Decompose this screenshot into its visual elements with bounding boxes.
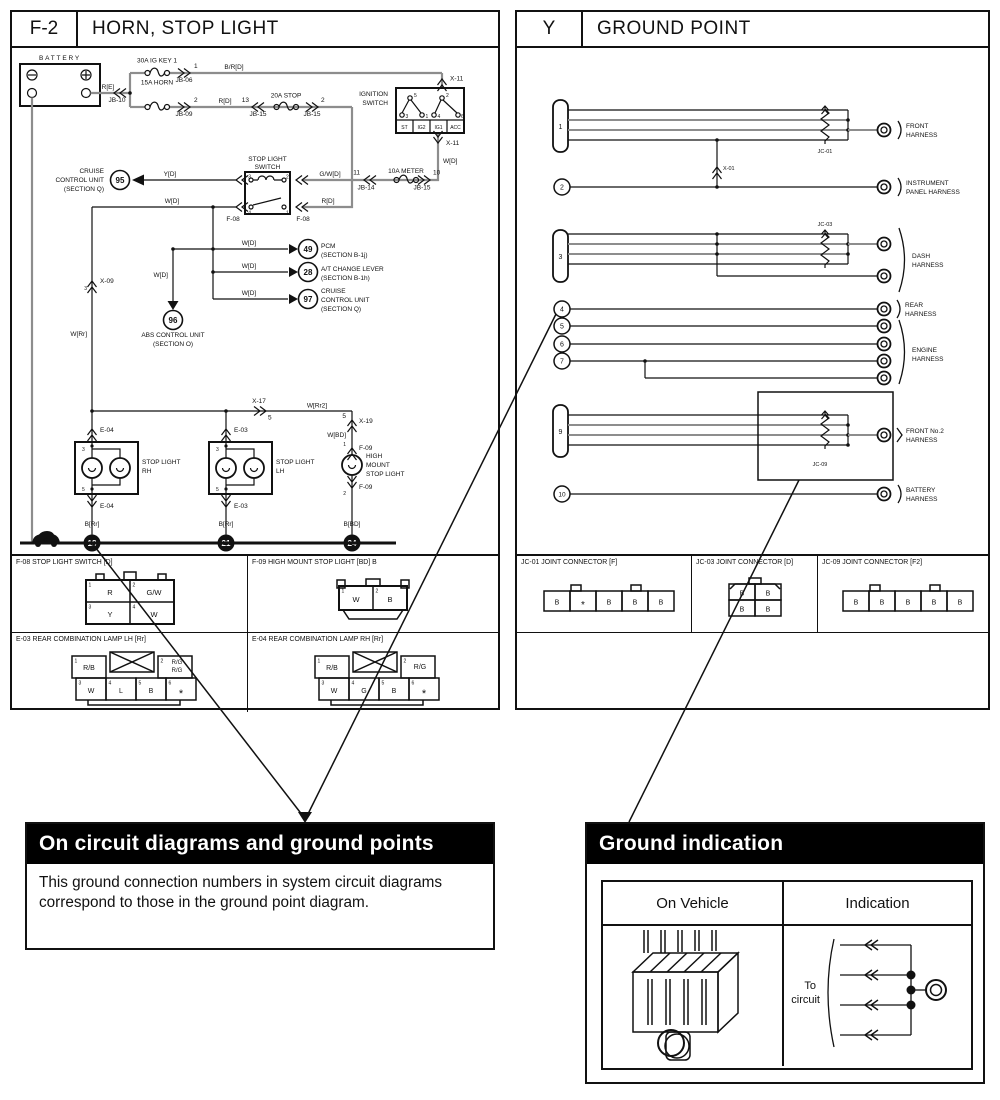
ground-2-instrument-panel-harness xyxy=(554,178,960,196)
svg-text:1: 1 xyxy=(194,63,198,70)
svg-text:JC-09: JC-09 xyxy=(812,462,828,468)
f09-connector-drawing xyxy=(313,576,433,624)
svg-text:3: 3 xyxy=(78,680,81,686)
svg-text:JC-01: JC-01 xyxy=(817,149,833,155)
svg-text:3: 3 xyxy=(248,174,251,181)
cruise-control-95 xyxy=(55,168,236,193)
svg-text:3: 3 xyxy=(82,447,85,453)
svg-text:3: 3 xyxy=(405,114,409,120)
svg-text:4: 4 xyxy=(560,306,564,314)
svg-text:1: 1 xyxy=(88,582,91,589)
jc09-joint-connector-icon xyxy=(821,411,829,449)
svg-text:9: 9 xyxy=(558,429,563,436)
f08-connector-cell xyxy=(12,556,248,633)
svg-text:1: 1 xyxy=(74,658,77,664)
e03-connector-label: E-03 REAR COMBINATION LAMP LH [Rr] xyxy=(16,636,146,643)
svg-text:SWITCH: SWITCH xyxy=(362,100,388,107)
ground-9-front-no2-harness xyxy=(553,392,944,480)
svg-text:3: 3 xyxy=(558,254,563,261)
ground-indication-callout xyxy=(585,822,985,1084)
svg-text:7: 7 xyxy=(560,358,564,366)
svg-text:4: 4 xyxy=(108,680,111,686)
svg-text:B: B xyxy=(387,595,393,604)
svg-text:97: 97 xyxy=(303,295,313,304)
svg-text:E-04: E-04 xyxy=(100,427,114,434)
svg-text:2: 2 xyxy=(132,582,135,589)
svg-text:B: B xyxy=(148,687,153,695)
svg-text:FRONT No.2: FRONT No.2 xyxy=(906,428,944,435)
svg-text:B: B xyxy=(739,606,744,614)
svg-text:4: 4 xyxy=(248,210,251,217)
svg-text:JB-14: JB-14 xyxy=(357,184,375,192)
jc09-connector-label: JC-09 JOINT CONNECTOR [F2] xyxy=(822,559,923,566)
svg-text:JB-15: JB-15 xyxy=(303,111,321,118)
ground-eyelet-icon xyxy=(878,238,891,251)
svg-text:B[BD]: B[BD] xyxy=(343,521,361,528)
svg-text:4: 4 xyxy=(437,114,441,120)
left-panel-code: F-2 xyxy=(12,12,78,46)
svg-text:X-17: X-17 xyxy=(252,398,266,405)
svg-text:REAR: REAR xyxy=(905,302,924,309)
svg-text:2: 2 xyxy=(343,491,346,497)
svg-text:G/W: G/W xyxy=(146,588,161,597)
svg-text:95: 95 xyxy=(115,176,125,185)
svg-text:E-03: E-03 xyxy=(234,427,248,434)
svg-text:W: W xyxy=(352,595,360,604)
svg-text:B: B xyxy=(632,599,638,607)
ground-point-24: 24 xyxy=(347,539,357,548)
empty-section-cell xyxy=(517,633,988,712)
svg-text:10: 10 xyxy=(558,491,566,499)
jc03-connector-cell xyxy=(692,556,818,633)
ground-point-panel xyxy=(515,10,990,710)
svg-text:W: W xyxy=(149,610,158,619)
svg-text:1: 1 xyxy=(343,442,346,448)
svg-text:E-04: E-04 xyxy=(100,503,114,510)
svg-text:6: 6 xyxy=(461,114,464,120)
svg-text:F-09: F-09 xyxy=(359,484,373,491)
svg-text:ACC: ACC xyxy=(450,125,461,131)
svg-text:3: 3 xyxy=(216,447,219,453)
svg-text:11: 11 xyxy=(353,169,360,177)
ground-1-front-harness xyxy=(553,100,938,187)
circuit-diagrams-callout xyxy=(25,822,495,950)
svg-text:4: 4 xyxy=(351,680,355,686)
svg-text:1: 1 xyxy=(425,114,429,120)
svg-text:4: 4 xyxy=(132,604,135,611)
ground-eyelet-icon xyxy=(878,338,891,351)
svg-text:B: B xyxy=(765,606,770,614)
ignition-switch xyxy=(359,88,464,133)
svg-text:BATTERY: BATTERY xyxy=(906,487,936,494)
svg-text:6: 6 xyxy=(168,680,171,686)
svg-text:B: B xyxy=(957,599,963,607)
svg-text:15A HORN: 15A HORN xyxy=(140,79,174,87)
svg-text:(SECTION B-1h): (SECTION B-1h) xyxy=(321,275,370,282)
ground-point-diagram xyxy=(517,48,988,554)
ground-eyelet-icon xyxy=(878,488,891,501)
svg-text:HARNESS: HARNESS xyxy=(905,311,937,318)
svg-text:3: 3 xyxy=(84,286,87,292)
f08-connector-icon xyxy=(236,176,248,185)
ground-bus xyxy=(20,531,396,547)
ground-eyelet-icon xyxy=(878,372,891,385)
horn-stop-light-diagram xyxy=(12,48,498,554)
ground-10-battery-harness xyxy=(554,485,938,503)
svg-text:2: 2 xyxy=(321,97,325,104)
svg-text:1: 1 xyxy=(341,588,345,595)
svg-text:X-01: X-01 xyxy=(723,166,735,172)
stop-light-lh xyxy=(209,411,314,552)
svg-text:JB-15: JB-15 xyxy=(249,111,267,118)
svg-text:HARNESS: HARNESS xyxy=(912,356,944,363)
jc03-connector-label: JC-03 JOINT CONNECTOR [D] xyxy=(696,559,793,566)
svg-text:49: 49 xyxy=(303,245,313,254)
jc03-joint-connector-icon xyxy=(821,230,829,268)
svg-text:W: W xyxy=(87,687,94,695)
ground-eyelet-icon xyxy=(878,270,891,283)
svg-text:R/G: R/G xyxy=(171,667,182,674)
svg-text:HARNESS: HARNESS xyxy=(906,132,938,139)
svg-text:5: 5 xyxy=(414,93,417,99)
svg-text:L: L xyxy=(118,687,123,695)
svg-text:B: B xyxy=(606,599,612,607)
svg-text:3: 3 xyxy=(88,604,91,611)
svg-text:JB-06: JB-06 xyxy=(175,77,193,84)
on-vehicle-drawing xyxy=(608,927,778,1065)
f08-connector-label: F-08 STOP LIGHT SWITCH [D] xyxy=(16,559,113,566)
svg-text:5: 5 xyxy=(268,414,272,422)
right-panel-code: Y xyxy=(517,12,583,46)
svg-text:2: 2 xyxy=(403,658,407,664)
e03-connector-cell xyxy=(12,633,248,712)
svg-text:B[Rr]: B[Rr] xyxy=(84,521,100,528)
svg-text:5: 5 xyxy=(381,680,385,686)
ground-point-18: 18 xyxy=(87,539,97,548)
svg-text:(SECTION O): (SECTION O) xyxy=(152,341,194,348)
svg-text:W[Rr]: W[Rr] xyxy=(70,331,87,338)
on-vehicle-header: On Vehicle xyxy=(603,882,784,924)
svg-text:HARNESS: HARNESS xyxy=(912,262,944,269)
svg-text:B: B xyxy=(554,599,560,607)
svg-text:R/B: R/B xyxy=(326,664,338,672)
f09-connector-cell xyxy=(248,556,498,633)
indication-header: Indication xyxy=(845,894,910,912)
svg-text:2: 2 xyxy=(560,184,564,192)
svg-text:*: * xyxy=(581,600,585,611)
e04-connector-cell xyxy=(248,633,498,712)
svg-text:B: B xyxy=(739,590,744,598)
svg-text:1: 1 xyxy=(317,658,321,664)
ground-g-label: G xyxy=(43,538,49,544)
jc01-joint-connector-icon xyxy=(821,106,829,144)
to-circuit-label: To xyxy=(803,980,816,992)
svg-text:B: B xyxy=(391,687,397,695)
e03-connector-drawing xyxy=(54,648,206,710)
svg-text:3: 3 xyxy=(321,680,325,686)
left-panel-header xyxy=(12,12,498,48)
svg-text:HARNESS: HARNESS xyxy=(906,496,938,503)
svg-text:B: B xyxy=(658,599,664,607)
svg-text:2: 2 xyxy=(375,588,379,595)
e04-connector-label: E-04 REAR COMBINATION LAMP RH [Rr] xyxy=(252,636,384,643)
svg-text:STOP LIGHT: STOP LIGHT xyxy=(248,156,287,163)
svg-text:2: 2 xyxy=(160,658,163,664)
left-connector-section xyxy=(12,554,498,712)
ground-point-21: 21 xyxy=(221,539,231,548)
svg-text:CRUISE: CRUISE xyxy=(79,168,104,175)
ground-eyelet-icon xyxy=(878,181,891,194)
svg-text:W[Rr2]: W[Rr2] xyxy=(306,402,328,410)
svg-text:2: 2 xyxy=(446,93,449,99)
svg-text:6: 6 xyxy=(411,680,415,686)
left-panel-title: HORN, STOP LIGHT xyxy=(92,18,279,39)
svg-text:13: 13 xyxy=(241,97,249,104)
svg-text:ENGINE: ENGINE xyxy=(912,347,937,354)
e04-connector-drawing xyxy=(297,648,449,710)
circuit-callout-body: This ground connection numbers in system circuit diagrams correspond to those in the ground point diagram. xyxy=(39,874,442,912)
svg-text:*: * xyxy=(421,687,427,700)
stop-light-rh xyxy=(75,411,180,552)
f09-connector-label: F-09 HIGH MOUNT STOP LIGHT [BD] B xyxy=(252,559,377,566)
svg-text:(SECTION B-1j): (SECTION B-1j) xyxy=(321,252,368,259)
right-panel-title: GROUND POINT xyxy=(597,18,751,39)
svg-text:R[D]: R[D] xyxy=(321,198,335,205)
right-panel-header xyxy=(517,12,988,48)
jc03-connector-drawing xyxy=(700,575,810,625)
ground-eyelet-icon xyxy=(878,124,891,137)
svg-text:X-11: X-11 xyxy=(450,75,464,83)
ground-3-dash-harness xyxy=(553,222,944,292)
svg-text:2: 2 xyxy=(194,97,198,104)
svg-text:2: 2 xyxy=(286,174,289,181)
svg-text:CONTROL UNIT: CONTROL UNIT xyxy=(55,177,104,184)
ground-eyelet-icon xyxy=(878,320,891,333)
svg-text:JB-15: JB-15 xyxy=(413,184,431,192)
jc09-connector-cell xyxy=(818,556,988,633)
svg-text:(SECTION Q): (SECTION Q) xyxy=(321,306,362,313)
svg-text:F-08: F-08 xyxy=(226,216,240,223)
svg-text:STOP LIGHT: STOP LIGHT xyxy=(366,471,405,478)
indication-drawing xyxy=(786,927,970,1065)
svg-text:B: B xyxy=(853,599,859,607)
svg-text:R/G: R/G xyxy=(413,663,427,671)
svg-text:MOUNT: MOUNT xyxy=(366,462,390,469)
circuit-callout-title: On circuit diagrams and ground points xyxy=(27,824,493,864)
svg-text:W[D]: W[D] xyxy=(443,158,458,165)
svg-text:HARNESS: HARNESS xyxy=(906,437,938,444)
svg-text:R: R xyxy=(106,588,113,597)
ground-indication-box xyxy=(601,880,973,1070)
svg-text:CONTROL UNIT: CONTROL UNIT xyxy=(321,297,370,304)
svg-text:FRONT: FRONT xyxy=(906,123,929,130)
svg-text:JC-03: JC-03 xyxy=(817,222,833,228)
svg-text:IG2: IG2 xyxy=(417,125,426,131)
circuit-panel-horn-stop-light xyxy=(10,10,500,710)
jc09-connector-drawing xyxy=(823,580,983,620)
svg-text:Y[D]: Y[D] xyxy=(163,171,177,178)
svg-text:RH: RH xyxy=(142,468,152,475)
svg-text:LH: LH xyxy=(276,468,285,475)
right-connector-section xyxy=(517,554,988,712)
svg-text:B[Rr]: B[Rr] xyxy=(218,521,234,528)
ground-eyelet-icon xyxy=(878,303,891,316)
svg-text:G: G xyxy=(361,687,367,695)
svg-text:X-11: X-11 xyxy=(446,140,460,147)
svg-text:*: * xyxy=(178,687,183,700)
svg-text:1: 1 xyxy=(286,210,289,217)
svg-text:6: 6 xyxy=(560,341,564,349)
svg-text:HIGH: HIGH xyxy=(366,453,383,460)
svg-text:5: 5 xyxy=(138,680,141,686)
svg-text:F-09: F-09 xyxy=(359,445,373,452)
svg-text:A/T CHANGE LEVER: A/T CHANGE LEVER xyxy=(321,266,384,273)
battery-label: BATTERY xyxy=(39,55,81,62)
svg-text:R[E]: R[E] xyxy=(101,84,115,91)
svg-text:DASH: DASH xyxy=(912,253,931,260)
jc01-connector-drawing xyxy=(524,580,684,620)
svg-text:B: B xyxy=(931,599,937,607)
svg-text:28: 28 xyxy=(303,268,313,277)
svg-text:B: B xyxy=(765,590,770,598)
svg-text:R[D]: R[D] xyxy=(218,98,232,105)
svg-text:IGNITION: IGNITION xyxy=(359,91,388,98)
svg-text:R/B: R/B xyxy=(82,664,95,672)
f08-connector-icon xyxy=(236,203,248,212)
svg-text:B: B xyxy=(905,599,911,607)
svg-text:Y: Y xyxy=(106,610,113,619)
ground-callout-title: Ground indication xyxy=(587,824,983,864)
svg-text:96: 96 xyxy=(168,316,178,325)
svg-text:E-03: E-03 xyxy=(234,503,248,510)
svg-text:5: 5 xyxy=(82,487,85,493)
svg-text:W[D]: W[D] xyxy=(241,240,257,247)
svg-text:1: 1 xyxy=(558,124,563,131)
grounds-4-7-rear-engine xyxy=(554,300,944,385)
svg-text:PCM: PCM xyxy=(321,243,336,250)
svg-text:SWITCH: SWITCH xyxy=(254,164,281,171)
svg-text:5: 5 xyxy=(216,487,219,493)
svg-text:X-19: X-19 xyxy=(359,418,373,425)
to-circuit-label2: circuit xyxy=(790,994,820,1006)
svg-text:JB-10: JB-10 xyxy=(108,97,126,104)
svg-text:W: W xyxy=(330,687,338,695)
jc01-connector-cell xyxy=(517,556,692,633)
svg-text:20A STOP: 20A STOP xyxy=(270,92,302,100)
svg-text:ST: ST xyxy=(401,125,408,131)
ground-eyelet-icon xyxy=(878,355,891,368)
svg-text:CRUISE: CRUISE xyxy=(321,288,346,295)
high-mount-stop-light xyxy=(327,411,404,552)
svg-text:PANEL HARNESS: PANEL HARNESS xyxy=(906,189,960,196)
svg-text:5: 5 xyxy=(560,323,564,331)
svg-text:W[D]: W[D] xyxy=(164,198,180,205)
svg-text:X-09: X-09 xyxy=(100,278,114,285)
svg-text:R/G: R/G xyxy=(171,659,182,666)
ground-eyelet-icon xyxy=(878,429,891,442)
svg-text:W[BD]: W[BD] xyxy=(327,432,346,439)
svg-text:30A IG KEY 1: 30A IG KEY 1 xyxy=(137,57,177,65)
svg-text:IG1: IG1 xyxy=(434,125,443,131)
f08-connector-drawing xyxy=(70,570,190,630)
svg-text:F-08: F-08 xyxy=(296,216,310,223)
svg-text:INSTRUMENT: INSTRUMENT xyxy=(906,180,949,187)
svg-text:10: 10 xyxy=(433,169,441,177)
svg-text:B/R[D]: B/R[D] xyxy=(224,64,244,71)
svg-text:STOP LIGHT: STOP LIGHT xyxy=(142,459,181,466)
svg-text:W[D]: W[D] xyxy=(153,272,168,279)
svg-text:10A METER: 10A METER xyxy=(388,168,424,175)
svg-text:W[D]: W[D] xyxy=(241,263,257,270)
svg-text:JB-09: JB-09 xyxy=(175,111,193,118)
svg-text:STOP LIGHT: STOP LIGHT xyxy=(276,459,315,466)
svg-text:ABS CONTROL UNIT: ABS CONTROL UNIT xyxy=(141,332,205,339)
stop-light-switch xyxy=(226,156,310,223)
svg-text:5: 5 xyxy=(342,413,346,420)
jc01-connector-label: JC-01 JOINT CONNECTOR [F] xyxy=(521,559,618,566)
svg-text:B: B xyxy=(879,599,885,607)
svg-text:(SECTION Q): (SECTION Q) xyxy=(63,186,104,193)
svg-text:W[D]: W[D] xyxy=(241,290,257,297)
svg-text:G/W[D]: G/W[D] xyxy=(319,171,341,178)
